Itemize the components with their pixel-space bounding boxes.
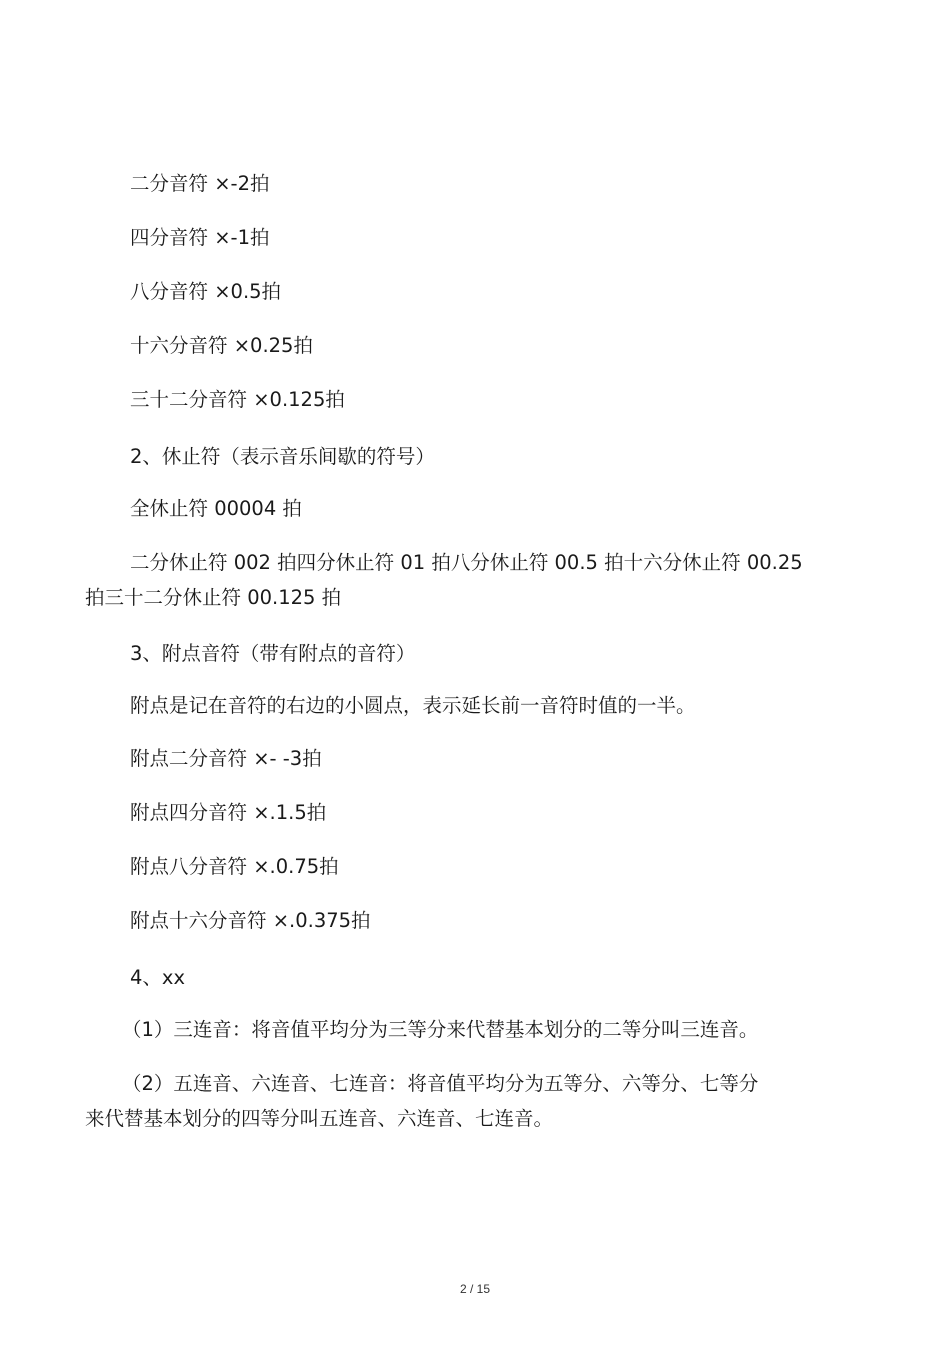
dotted-eighth: 附点八分音符 ×.0.75拍 bbox=[130, 855, 339, 878]
rest-whole: 全休止符 00004 拍 bbox=[130, 497, 302, 520]
triplet-paragraph: （1）三连音：将音值平均分为三等分来代替基本划分的二等分叫三连音。 bbox=[122, 1018, 759, 1041]
section-heading-dotted: 3、附点音符（带有附点的音符） bbox=[130, 642, 416, 665]
note-half: 二分音符 ×-2拍 bbox=[130, 172, 270, 195]
rests-paragraph-line-2: 拍三十二分休止符 00.125 拍 bbox=[85, 586, 342, 609]
dotted-sixteenth: 附点十六分音符 ×.0.375拍 bbox=[130, 909, 371, 932]
section-heading-4: 4、xx bbox=[130, 966, 185, 989]
note-thirty-second: 三十二分音符 ×0.125拍 bbox=[130, 388, 345, 411]
note-sixteenth: 十六分音符 ×0.25拍 bbox=[130, 334, 313, 357]
page-number: 2 / 15 bbox=[459, 1282, 491, 1296]
note-quarter: 四分音符 ×-1拍 bbox=[130, 226, 270, 249]
rests-paragraph-line-1: 二分休止符 002 拍四分休止符 01 拍八分休止符 00.5 拍十六分休止符 00.25 bbox=[130, 551, 803, 574]
dotted-explanation: 附点是记在音符的右边的小圆点，表示延长前一音符时值的一半。 bbox=[130, 694, 696, 717]
tuplets-paragraph-line-2: 来代替基本划分的四等分叫五连音、六连音、七连音。 bbox=[85, 1107, 554, 1130]
section-heading-rests: 2、休止符（表示音乐间歇的符号） bbox=[130, 445, 435, 468]
dotted-quarter: 附点四分音符 ×.1.5拍 bbox=[130, 801, 327, 824]
note-eighth: 八分音符 ×0.5拍 bbox=[130, 280, 282, 303]
tuplets-paragraph-line-1: （2）五连音、六连音、七连音：将音值平均分为五等分、六等分、七等分 bbox=[122, 1072, 759, 1095]
dotted-half: 附点二分音符 ×- -3拍 bbox=[130, 747, 322, 770]
